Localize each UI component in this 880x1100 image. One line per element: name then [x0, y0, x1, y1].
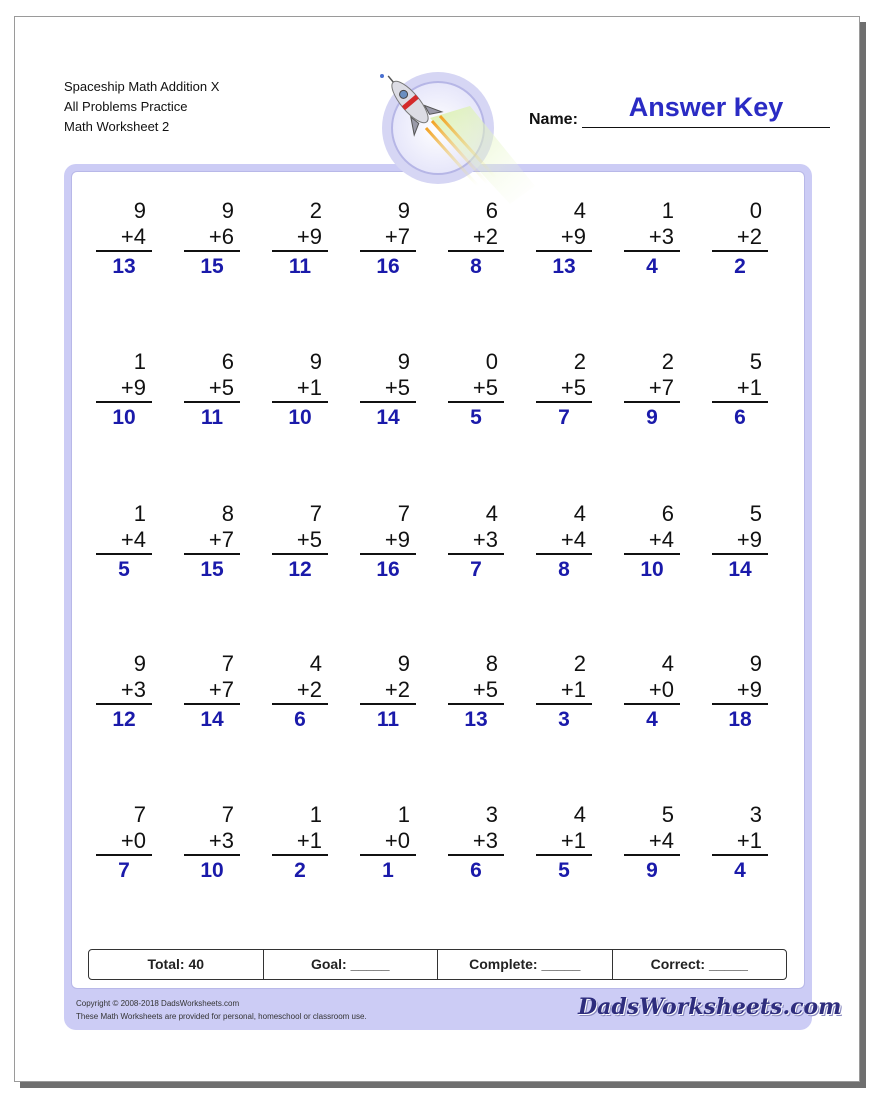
- addend-top: 9: [133, 198, 146, 223]
- addend-bottom: +4: [536, 527, 592, 555]
- addend-top: 3: [485, 802, 498, 827]
- problem-4-1: [96, 651, 152, 735]
- answer: 16: [376, 255, 400, 278]
- addend-top: 7: [221, 651, 234, 676]
- addend-bottom: +1: [712, 375, 768, 403]
- addend-bottom: +9: [712, 527, 768, 555]
- problem-5-8: [712, 802, 768, 886]
- addend-bottom: +5: [448, 677, 504, 705]
- problem-3-6: [536, 501, 592, 585]
- addend-top: 2: [573, 349, 586, 374]
- addend-bottom: +9: [536, 224, 592, 252]
- answer: 9: [646, 859, 658, 882]
- problem-3-5: [448, 501, 504, 585]
- goal-field: Goal: _____: [264, 950, 439, 979]
- problem-5-7: [624, 802, 680, 886]
- addend-bottom: +4: [96, 224, 152, 252]
- answer: 13: [552, 255, 576, 278]
- answer: 5: [558, 859, 570, 882]
- answer: 11: [200, 406, 224, 429]
- addend-top: 9: [397, 349, 410, 374]
- answer: 10: [288, 406, 312, 429]
- problem-4-4: [360, 651, 416, 735]
- addend-bottom: +5: [360, 375, 416, 403]
- problem-area: [71, 171, 805, 989]
- problem-frame: [64, 164, 842, 1030]
- addend-top: 6: [661, 501, 674, 526]
- addend-bottom: +0: [360, 828, 416, 856]
- addend-top: 2: [573, 651, 586, 676]
- addend-bottom: +2: [360, 677, 416, 705]
- problem-5-3: [272, 802, 328, 886]
- addend-top: 9: [397, 651, 410, 676]
- answer: 11: [376, 708, 400, 731]
- problem-2-5: [448, 349, 504, 433]
- addend-top: 2: [309, 198, 322, 223]
- problem-1-7: [624, 198, 680, 282]
- problem-5-6: [536, 802, 592, 886]
- problem-1-8: [712, 198, 768, 282]
- addend-bottom: +7: [184, 527, 240, 555]
- answer: 13: [112, 255, 136, 278]
- answer: 15: [200, 558, 224, 581]
- addend-bottom: +2: [272, 677, 328, 705]
- problem-5-1: [96, 802, 152, 886]
- addend-top: 9: [221, 198, 234, 223]
- addend-bottom: +0: [96, 828, 152, 856]
- problem-4-6: [536, 651, 592, 735]
- answer: 14: [728, 558, 752, 581]
- addend-bottom: +3: [448, 527, 504, 555]
- addend-top: 9: [397, 198, 410, 223]
- problem-1-5: [448, 198, 504, 282]
- addend-bottom: +6: [184, 224, 240, 252]
- addend-bottom: +0: [624, 677, 680, 705]
- answer: 8: [558, 558, 570, 581]
- addend-top: 1: [397, 802, 410, 827]
- addend-top: 2: [661, 349, 674, 374]
- answer-key-title: Answer Key: [628, 92, 784, 122]
- answer: 18: [728, 708, 752, 731]
- addend-top: 5: [661, 802, 674, 827]
- addend-top: 4: [573, 802, 586, 827]
- score-box: [88, 949, 787, 980]
- addend-top: 7: [397, 501, 410, 526]
- addend-top: 5: [749, 501, 762, 526]
- problem-4-7: [624, 651, 680, 735]
- answer: 12: [288, 558, 312, 581]
- answer: 6: [470, 859, 482, 882]
- addend-top: 4: [573, 501, 586, 526]
- addend-top: 1: [661, 198, 674, 223]
- addend-bottom: +3: [184, 828, 240, 856]
- answer: 1: [382, 859, 394, 882]
- answer: 5: [118, 558, 130, 581]
- addend-bottom: +1: [272, 375, 328, 403]
- answer: 4: [646, 708, 658, 731]
- addend-bottom: +5: [272, 527, 328, 555]
- addend-bottom: +9: [96, 375, 152, 403]
- addend-top: 4: [661, 651, 674, 676]
- addend-bottom: +9: [272, 224, 328, 252]
- problem-3-4: [360, 501, 416, 585]
- name-line: [582, 127, 830, 128]
- problem-2-7: [624, 349, 680, 433]
- problem-4-3: [272, 651, 328, 735]
- addend-top: 8: [221, 501, 234, 526]
- answer: 4: [646, 255, 658, 278]
- problem-2-6: [536, 349, 592, 433]
- addend-bottom: +9: [360, 527, 416, 555]
- answer: 13: [464, 708, 488, 731]
- addend-bottom: +1: [712, 828, 768, 856]
- answer: 10: [640, 558, 664, 581]
- addend-top: 4: [309, 651, 322, 676]
- addend-top: 6: [485, 198, 498, 223]
- answer: 7: [118, 859, 130, 882]
- answer: 11: [288, 255, 312, 278]
- addend-bottom: +3: [96, 677, 152, 705]
- problem-2-2: [184, 349, 240, 433]
- title-line-2: All Problems Practice: [64, 99, 188, 114]
- problem-3-3: [272, 501, 328, 585]
- problem-2-4: [360, 349, 416, 433]
- answer: 6: [294, 708, 306, 731]
- problem-5-2: [184, 802, 240, 886]
- addend-top: 7: [133, 802, 146, 827]
- answer: 10: [112, 406, 136, 429]
- problem-3-8: [712, 501, 768, 585]
- answer: 6: [734, 406, 746, 429]
- answer: 3: [558, 708, 570, 731]
- title-line-1: Spaceship Math Addition X: [64, 79, 220, 94]
- addend-bottom: +7: [360, 224, 416, 252]
- addend-top: 9: [133, 651, 146, 676]
- answer: 9: [646, 406, 658, 429]
- problem-1-2: [184, 198, 240, 282]
- addend-top: 6: [221, 349, 234, 374]
- addend-top: 4: [485, 501, 498, 526]
- problem-3-7: [624, 501, 680, 585]
- addend-bottom: +4: [624, 828, 680, 856]
- rocket-icon: [370, 66, 540, 216]
- answer: 12: [112, 708, 136, 731]
- addend-bottom: +1: [272, 828, 328, 856]
- addend-bottom: +5: [184, 375, 240, 403]
- problem-2-8: [712, 349, 768, 433]
- addend-top: 8: [485, 651, 498, 676]
- problem-1-1: [96, 198, 152, 282]
- addend-top: 9: [309, 349, 322, 374]
- title-line-3: Math Worksheet 2: [64, 119, 170, 134]
- answer: 15: [200, 255, 224, 278]
- addend-bottom: +1: [536, 828, 592, 856]
- addend-top: 1: [309, 802, 322, 827]
- worksheet-title: [64, 77, 219, 137]
- name-label: Name:: [529, 111, 578, 128]
- answer: 8: [470, 255, 482, 278]
- answer: 10: [200, 859, 224, 882]
- addend-bottom: +5: [448, 375, 504, 403]
- addend-top: 1: [133, 501, 146, 526]
- problem-1-4: [360, 198, 416, 282]
- addend-top: 1: [133, 349, 146, 374]
- addend-bottom: +4: [96, 527, 152, 555]
- copyright-notice: [76, 997, 367, 1023]
- total-count: Total: 40: [89, 950, 264, 979]
- problem-4-2: [184, 651, 240, 735]
- problem-1-6: [536, 198, 592, 282]
- addend-bottom: +3: [624, 224, 680, 252]
- answer: 2: [734, 255, 746, 278]
- addend-bottom: +2: [712, 224, 768, 252]
- problem-3-2: [184, 501, 240, 585]
- problem-2-1: [96, 349, 152, 433]
- answer: 7: [470, 558, 482, 581]
- addend-top: 7: [309, 501, 322, 526]
- addend-bottom: +7: [184, 677, 240, 705]
- problem-5-5: [448, 802, 504, 886]
- problem-5-4: [360, 802, 416, 886]
- addend-top: 4: [573, 198, 586, 223]
- answer: 14: [200, 708, 224, 731]
- problem-1-3: [272, 198, 328, 282]
- addend-bottom: +7: [624, 375, 680, 403]
- addend-top: 3: [749, 802, 762, 827]
- addend-top: 5: [749, 349, 762, 374]
- problem-4-8: [712, 651, 768, 735]
- correct-field: Correct: _____: [650, 956, 748, 972]
- addend-top: 0: [749, 198, 762, 223]
- answer: 7: [558, 406, 570, 429]
- answer: 2: [294, 859, 306, 882]
- copyright-line: Copyright © 2008-2018 DadsWorksheets.com: [76, 999, 240, 1008]
- addend-bottom: +5: [536, 375, 592, 403]
- addend-bottom: +2: [448, 224, 504, 252]
- addend-bottom: +1: [536, 677, 592, 705]
- addend-top: 7: [221, 802, 234, 827]
- site-logo: DadsWorksheets.com: [578, 994, 842, 1020]
- addend-bottom: +3: [448, 828, 504, 856]
- addend-top: 9: [749, 651, 762, 676]
- answer: 16: [376, 558, 400, 581]
- addend-top: 0: [485, 349, 498, 374]
- problem-2-3: [272, 349, 328, 433]
- answer: 4: [734, 859, 746, 882]
- usage-line: These Math Worksheets are provided for personal, homeschool or classroom use.: [76, 1012, 367, 1021]
- complete-field: Complete: _____: [438, 950, 613, 979]
- problem-4-5: [448, 651, 504, 735]
- addend-bottom: +4: [624, 527, 680, 555]
- answer: 5: [470, 406, 482, 429]
- addend-bottom: +9: [712, 677, 768, 705]
- answer: 14: [376, 406, 400, 429]
- problem-3-1: [96, 501, 152, 585]
